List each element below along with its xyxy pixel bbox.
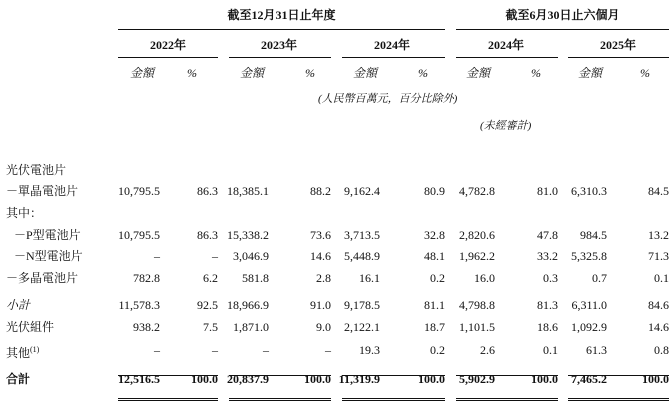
sub-pct-5: % <box>640 66 650 80</box>
row-others-label: 其他$^{(1)}$ <box>6 345 40 360</box>
row-total-value: 20,837.9 <box>227 372 269 386</box>
row-subtotal-value: 91.0 <box>310 298 331 312</box>
row-others-value: 0.2 <box>430 343 445 357</box>
year-2025-half: 2025年 <box>599 38 636 52</box>
year-rule-2 <box>229 57 331 58</box>
total-top-rule-2 <box>229 375 331 376</box>
total-bottom-rule-1 <box>118 398 218 401</box>
row-n-type-value: 48.1 <box>424 249 445 263</box>
row-others-value: 2.6 <box>480 343 495 357</box>
row-total-value: 100.0 <box>304 372 331 386</box>
row-modules-value: 7.5 <box>203 320 218 334</box>
row-poly-value: 0.3 <box>543 271 558 285</box>
row-subtotal-label: 小計 <box>6 298 31 312</box>
row-poly-value: 0.2 <box>430 271 445 285</box>
unit-note: (人民幣百萬元，百分比除外) <box>318 93 458 105</box>
header-rule-year <box>118 29 445 30</box>
footnote-marker: (1) <box>30 345 40 354</box>
row-others-value: – <box>325 343 331 357</box>
row-mono-value: 18,385.1 <box>227 184 269 198</box>
row-cell-solar-cells-label: 光伏電池片 <box>6 163 67 177</box>
row-modules-value: 1,871.0 <box>233 320 269 334</box>
row-modules-value: 1,101.5 <box>459 320 495 334</box>
row-poly-value: 581.8 <box>242 271 269 285</box>
row-subtotal-value: 81.3 <box>537 298 558 312</box>
row-total-value: 100.0 <box>642 372 669 386</box>
row-others-value: 0.1 <box>543 343 558 357</box>
row-p-type-value: 13.2 <box>648 228 669 242</box>
row-modules-value: 14.6 <box>648 320 669 334</box>
row-modules-value: 9.0 <box>316 320 331 334</box>
row-n-type-value: 71.3 <box>648 249 669 263</box>
row-total-label: 合計 <box>6 372 31 386</box>
row-mono-value: 81.0 <box>537 184 558 198</box>
row-poly-value: 2.8 <box>316 271 331 285</box>
row-n-type-value: 5,325.8 <box>571 249 607 263</box>
row-poly-value: 0.7 <box>592 271 607 285</box>
row-others-value: 61.3 <box>586 343 607 357</box>
row-p-type-value: 32.8 <box>424 228 445 242</box>
row-mono-value: 6,310.3 <box>571 184 607 198</box>
row-subtotal-value: 92.5 <box>197 298 218 312</box>
row-others-value: 19.3 <box>359 343 380 357</box>
total-top-rule-3 <box>342 375 445 376</box>
row-total-value: 12,516.5 <box>118 372 160 386</box>
row-poly-value: 782.8 <box>133 271 160 285</box>
header-group-half: 截至6月30日止六個月 <box>505 8 620 22</box>
sub-pct-2: % <box>305 66 315 80</box>
row-subtotal-value: 84.6 <box>648 298 669 312</box>
row-subtotal-value: 81.1 <box>424 298 445 312</box>
row-modules-value: 2,122.1 <box>344 320 380 334</box>
row-others-value: – <box>154 343 160 357</box>
row-modules-label: 光伏組件 <box>6 320 55 334</box>
row-p-type-label: －P型電池片 <box>14 228 81 242</box>
row-poly-value: 0.1 <box>654 271 669 285</box>
row-others-value: 0.8 <box>654 343 669 357</box>
sub-pct-3: % <box>418 66 428 80</box>
row-modules-value: 1,092.9 <box>571 320 607 334</box>
sub-amount-5: 金額 <box>578 66 603 80</box>
row-poly-value: 16.0 <box>474 271 495 285</box>
row-total-value: 7,465.2 <box>571 372 607 386</box>
row-p-type-value: 2,820.6 <box>459 228 495 242</box>
header-group-year: 截至12月31日止年度 <box>227 8 336 22</box>
row-n-type-value: 5,448.9 <box>344 249 380 263</box>
header-rule-half <box>456 29 669 30</box>
total-bottom-rule-3 <box>342 398 445 401</box>
row-poly-value: 16.1 <box>359 271 380 285</box>
row-subtotal-value: 6,311.0 <box>571 298 607 312</box>
row-poly-value: 6.2 <box>203 271 218 285</box>
year-rule-4 <box>456 57 558 58</box>
sub-amount-1: 金額 <box>130 66 155 80</box>
row-total-value: 11,319.9 <box>338 372 380 386</box>
row-others-value: – <box>263 343 269 357</box>
sub-amount-2: 金額 <box>240 66 265 80</box>
row-mono-value: 86.3 <box>197 184 218 198</box>
total-top-rule-4 <box>456 375 558 376</box>
row-p-type-value: 86.3 <box>197 228 218 242</box>
row-mono-value: 4,782.8 <box>459 184 495 198</box>
row-n-type-label: －N型電池片 <box>14 249 83 263</box>
row-mono-value: 88.2 <box>310 184 331 198</box>
row-p-type-value: 984.5 <box>580 228 607 242</box>
row-n-type-value: – <box>212 249 218 263</box>
row-mono-value: 84.5 <box>648 184 669 198</box>
sub-pct-4: % <box>531 66 541 80</box>
row-total-value: 100.0 <box>418 372 445 386</box>
year-rule-5 <box>568 57 669 58</box>
row-subtotal-value: 9,178.5 <box>344 298 380 312</box>
row-subtotal-value: 4,798.8 <box>459 298 495 312</box>
row-mono-value: 80.9 <box>424 184 445 198</box>
total-bottom-rule-2 <box>229 398 331 401</box>
row-mono-value: 10,795.5 <box>118 184 160 198</box>
row-p-type-value: 73.6 <box>310 228 331 242</box>
total-bottom-rule-4 <box>456 398 558 401</box>
row-total-value: 100.0 <box>531 372 558 386</box>
total-bottom-rule-5 <box>568 398 669 401</box>
row-poly-label: －多晶電池片 <box>6 271 79 285</box>
row-n-type-value: 1,962.2 <box>459 249 495 263</box>
unaudited-note: (未經審計) <box>480 120 532 132</box>
total-top-rule-1 <box>118 375 218 376</box>
row-p-type-value: 47.8 <box>537 228 558 242</box>
row-subtotal-value: 18,966.9 <box>227 298 269 312</box>
row-n-type-value: 33.2 <box>537 249 558 263</box>
row-total-value: 5,902.9 <box>459 372 495 386</box>
row-modules-value: 18.6 <box>537 320 558 334</box>
row-subtotal-value: 11,578.3 <box>118 298 160 312</box>
year-2024-half: 2024年 <box>487 38 524 52</box>
row-modules-value: 18.7 <box>424 320 445 334</box>
row-p-type-value: 10,795.5 <box>118 228 160 242</box>
row-mono-label: －單晶電池片 <box>6 184 79 198</box>
sub-pct-1: % <box>187 66 197 80</box>
sub-amount-4: 金額 <box>466 66 491 80</box>
year-2022: 2022年 <box>149 38 186 52</box>
year-rule-3 <box>342 57 445 58</box>
year-rule-1 <box>118 57 218 58</box>
year-2023: 2023年 <box>260 38 297 52</box>
sub-amount-3: 金額 <box>353 66 378 80</box>
row-modules-value: 938.2 <box>133 320 160 334</box>
row-n-type-value: – <box>154 249 160 263</box>
total-top-rule-5 <box>568 375 669 376</box>
row-mono-value: 9,162.4 <box>344 184 380 198</box>
row-n-type-value: 14.6 <box>310 249 331 263</box>
row-n-type-value: 3,046.9 <box>233 249 269 263</box>
row-of-which-label: 其中： <box>6 206 43 220</box>
row-total-value: 100.0 <box>191 372 218 386</box>
row-p-type-value: 3,713.5 <box>344 228 380 242</box>
year-2024: 2024年 <box>373 38 410 52</box>
row-others-value: – <box>212 343 218 357</box>
row-p-type-value: 15,338.2 <box>227 228 269 242</box>
